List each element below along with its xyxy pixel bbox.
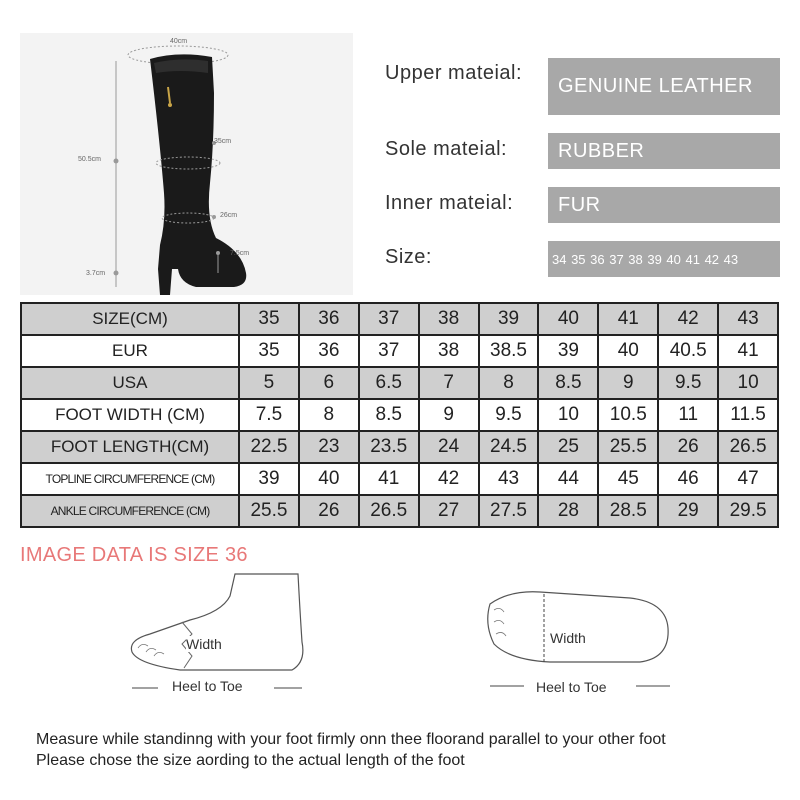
image-data-note: IMAGE DATA IS SIZE 36: [20, 544, 248, 566]
boot-product-image: [20, 33, 353, 295]
size-table-cell: 46: [658, 463, 718, 495]
inner-material-value: FUR: [548, 187, 780, 223]
size-table-row: [21, 431, 778, 463]
size-table-cell: 40.5: [658, 335, 718, 367]
size-table-row: [21, 399, 778, 431]
size-table-cell: 41: [718, 335, 778, 367]
size-table-cell: 24: [419, 431, 479, 463]
size-table-cell: 25.5: [239, 495, 299, 527]
size-table-cell: 8.5: [538, 367, 598, 399]
side-width-label: Width: [186, 636, 222, 652]
size-table-cell: 41: [598, 303, 658, 335]
size-table-cell: 23.5: [359, 431, 419, 463]
platform-height-label: 3.7cm: [86, 270, 106, 277]
size-table-cell: 11.5: [718, 399, 778, 431]
size-table-cell: 27: [419, 495, 479, 527]
size-table-cell: 45: [598, 463, 658, 495]
size-table-cell: 9: [419, 399, 479, 431]
size-table-cell: 40: [538, 303, 598, 335]
size-table-cell: 47: [718, 463, 778, 495]
size-table-cell: 29: [658, 495, 718, 527]
size-table-cell: 38.5: [479, 335, 539, 367]
top-length-label: Heel to Toe: [536, 679, 607, 695]
size-table-cell: 22.5: [239, 431, 299, 463]
size-table-cell: 36: [299, 303, 359, 335]
calf-circumference-label: 35cm: [214, 138, 232, 145]
size-table-cell: 27.5: [479, 495, 539, 527]
size-table-row: [21, 495, 778, 527]
heel-height-label: 7.5cm: [230, 250, 250, 257]
sole-material-value: RUBBER: [548, 133, 780, 169]
size-table-cell: 44: [538, 463, 598, 495]
size-table-cell: 35: [239, 303, 299, 335]
size-table-row: [21, 303, 778, 335]
size-table-row-header: FOOT LENGTH(CM): [21, 431, 239, 463]
upper-material-label: Upper mateial:: [385, 62, 523, 84]
instruction-line-2: Please chose the size aording to the actual length of the foot: [36, 752, 465, 769]
size-table-cell: 43: [479, 463, 539, 495]
size-table-cell: 6: [299, 367, 359, 399]
size-table-cell: 9.5: [658, 367, 718, 399]
size-table-cell: 11: [658, 399, 718, 431]
size-table-cell: 26.5: [359, 495, 419, 527]
size-table-cell: 8.5: [359, 399, 419, 431]
size-table-row: [21, 463, 778, 495]
top-foot-diagram: [480, 588, 680, 700]
size-table-row-header: USA: [21, 367, 239, 399]
size-table-cell: 8: [299, 399, 359, 431]
size-table-row: [21, 335, 778, 367]
size-table-cell: 40: [598, 335, 658, 367]
size-table-cell: 37: [359, 335, 419, 367]
size-table-row-header: EUR: [21, 335, 239, 367]
inner-material-label: Inner mateial:: [385, 192, 514, 214]
size-table-cell: 37: [359, 303, 419, 335]
size-table-cell: 10: [538, 399, 598, 431]
size-table-cell: 40: [299, 463, 359, 495]
top-width-label: Width: [550, 630, 586, 646]
size-table-cell: 39: [239, 463, 299, 495]
size-label: Size:: [385, 246, 432, 268]
size-table-row-header: SIZE(CM): [21, 303, 239, 335]
top-circumference-label: 40cm: [170, 38, 188, 45]
size-table-cell: 8: [479, 367, 539, 399]
size-table-cell: 9: [598, 367, 658, 399]
size-table-cell: 5: [239, 367, 299, 399]
size-table-cell: 25.5: [598, 431, 658, 463]
ankle-circumference-label: 26cm: [220, 212, 238, 219]
size-chart-table: [20, 302, 779, 528]
instruction-line-1: Measure while standinng with your foot firmly onn thee floorand parallel to your other foot: [36, 731, 666, 748]
size-table-cell: 7.5: [239, 399, 299, 431]
size-table-cell: 29.5: [718, 495, 778, 527]
size-table-cell: 42: [658, 303, 718, 335]
size-table-cell: 9.5: [479, 399, 539, 431]
size-table-cell: 42: [419, 463, 479, 495]
shaft-height-label: 50.5cm: [78, 156, 101, 163]
size-table-row-header: TOPLINE CIRCUMFERENCE (CM): [21, 463, 239, 495]
side-length-label: Heel to Toe: [172, 678, 243, 694]
size-table-cell: 38: [419, 303, 479, 335]
boot-illustration: [20, 33, 353, 295]
size-table-cell: 43: [718, 303, 778, 335]
size-table-cell: 39: [538, 335, 598, 367]
upper-material-value: GENUINE LEATHER: [548, 58, 780, 115]
size-table-cell: 35: [239, 335, 299, 367]
size-table-cell: 26: [299, 495, 359, 527]
size-table-cell: 38: [419, 335, 479, 367]
size-table-cell: 25: [538, 431, 598, 463]
size-table-cell: 6.5: [359, 367, 419, 399]
size-range-value: 34 35 36 37 38 39 40 41 42 43: [548, 241, 780, 277]
size-table-cell: 10: [718, 367, 778, 399]
size-table-cell: 26: [658, 431, 718, 463]
size-table-cell: 10.5: [598, 399, 658, 431]
size-table-cell: 28: [538, 495, 598, 527]
size-table-cell: 26.5: [718, 431, 778, 463]
size-table-cell: 36: [299, 335, 359, 367]
sole-material-label: Sole mateial:: [385, 138, 508, 160]
size-table-cell: 41: [359, 463, 419, 495]
size-table-cell: 7: [419, 367, 479, 399]
size-table-cell: 39: [479, 303, 539, 335]
side-foot-diagram: [120, 572, 320, 700]
size-table-row-header: ANKLE CIRCUMFERENCE (CM): [21, 495, 239, 527]
size-table-cell: 28.5: [598, 495, 658, 527]
size-table-cell: 23: [299, 431, 359, 463]
size-table-row-header: FOOT WIDTH (CM): [21, 399, 239, 431]
size-table-row: [21, 367, 778, 399]
size-table-cell: 24.5: [479, 431, 539, 463]
